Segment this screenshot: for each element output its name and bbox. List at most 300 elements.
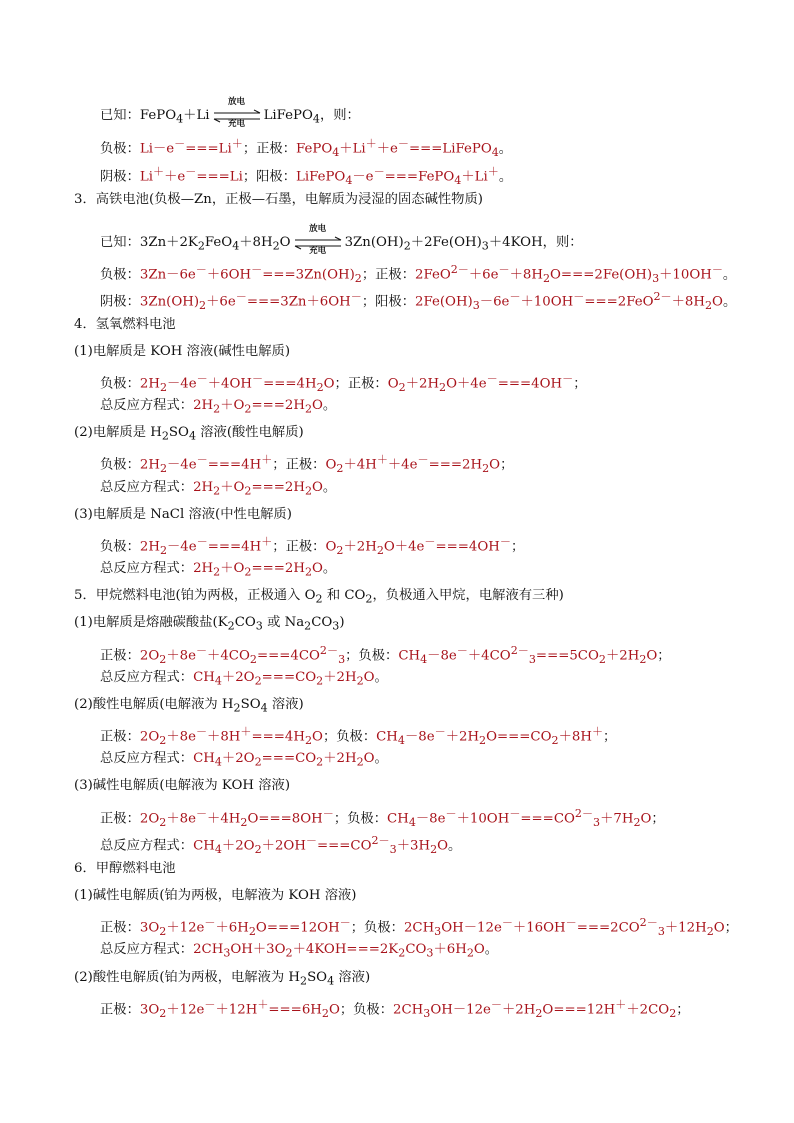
text-run: －6e xyxy=(479,294,510,310)
line-5-1-electrodes xyxy=(100,642,671,669)
text-run: O xyxy=(640,811,652,827)
text-run: 负极： xyxy=(100,539,140,555)
superscript: ＋ xyxy=(152,165,165,178)
subscript: 4 xyxy=(345,174,353,188)
subscript: 2 xyxy=(376,544,384,558)
subscript: 2 xyxy=(542,272,551,286)
text-run: (1)碱性电解质(铂为两极，电解液为 KOH 溶液) xyxy=(74,888,357,903)
text-run: ＋6OH xyxy=(206,267,252,283)
subscript: 2 xyxy=(316,674,324,688)
superscript: 2－ xyxy=(510,644,529,657)
text-run: ＋2H xyxy=(343,539,377,555)
line-iron-battery-electrodes xyxy=(100,261,736,288)
line-4-1-electrodes xyxy=(100,370,586,397)
text-run: －8e xyxy=(415,811,446,827)
text-run: 溶液) xyxy=(267,697,304,712)
subscript: 2 xyxy=(197,239,205,253)
text-run: －8e xyxy=(427,648,457,664)
text-run: 。 xyxy=(322,480,337,495)
text-run: 放电 xyxy=(228,96,246,107)
text-run: 2CH xyxy=(403,920,435,936)
text-run: ===LiFePO xyxy=(409,141,492,157)
text-run: ＋12e xyxy=(166,920,205,936)
text-run: Li xyxy=(139,169,153,185)
subscript: 3 xyxy=(528,653,536,667)
text-run: SO xyxy=(240,697,261,712)
subscript: 3 xyxy=(652,272,660,286)
text-run: 3Zn(OH) xyxy=(344,235,404,250)
subscript: 3 xyxy=(426,946,434,960)
subscript: 2 xyxy=(598,653,606,667)
text-run: 3．高铁电池(负极—Zn，正极—石墨，电解质为浸湿的固态碱性物质) xyxy=(74,192,483,207)
superscript: － xyxy=(196,535,208,548)
line-6-2-electrodes xyxy=(100,996,690,1023)
superscript: － xyxy=(373,165,385,178)
line-6-1-electrodes xyxy=(100,914,738,941)
superscript: － xyxy=(195,263,207,276)
text-run: 2CH xyxy=(193,942,224,957)
subscript: 2 xyxy=(254,755,262,769)
text-run: 正极： xyxy=(100,811,140,827)
text-run: ===Li xyxy=(185,141,232,157)
text-run: 。 xyxy=(322,561,337,576)
text-run: ＋16OH xyxy=(512,920,566,936)
superscript: － xyxy=(185,165,197,178)
text-run: O xyxy=(387,376,399,392)
text-run: 3O xyxy=(139,920,160,936)
subscript: 3 xyxy=(472,299,480,313)
text-run: ；负极： xyxy=(333,811,388,827)
text-run: 正极： xyxy=(100,1002,140,1018)
text-run: O xyxy=(363,670,375,685)
subheading-5-2 xyxy=(74,696,304,718)
text-run: ＋2H xyxy=(445,729,480,745)
subscript: 2 xyxy=(159,381,168,395)
text-run: ； xyxy=(657,648,671,664)
text-run: 2O xyxy=(139,648,160,664)
superscript: － xyxy=(498,263,510,276)
text-run: ===CO xyxy=(261,670,317,685)
superscript: － xyxy=(509,807,521,820)
subscript: 2 xyxy=(304,619,312,633)
subscript: 2 xyxy=(227,619,235,633)
subscript: 4 xyxy=(420,653,428,667)
subscript: 2 xyxy=(159,462,168,476)
text-run: 总反应方程式： xyxy=(100,751,194,766)
text-run: LiFePO xyxy=(296,169,346,185)
line-lifepo4-electrodes xyxy=(100,135,512,162)
superscript: － xyxy=(235,290,247,303)
text-run: 和 CO xyxy=(322,588,366,603)
text-run: ；阳极： xyxy=(361,294,416,310)
text-run: ＋4KOH===2K xyxy=(292,942,399,957)
text-run: 溶液(酸性电解质) xyxy=(196,425,304,440)
subscript: 2 xyxy=(304,734,313,748)
text-run: FeO xyxy=(204,235,233,250)
text-run: 放电 xyxy=(309,223,327,234)
subscript: 4 xyxy=(260,701,268,715)
superscript: － xyxy=(195,725,208,738)
superscript: 2－ xyxy=(574,807,594,820)
text-run: (3)电解质是 NaCl 溶液(中性电解质) xyxy=(74,507,292,522)
subscript: 2 xyxy=(535,1007,543,1021)
line-5-3-electrodes xyxy=(100,805,665,832)
superscript: － xyxy=(350,290,362,303)
text-run: LiFePO xyxy=(263,108,313,123)
text-run: 已知：FePO xyxy=(100,108,177,123)
text-run: 6．甲醇燃料电池 xyxy=(74,861,176,876)
superscript: 2－ xyxy=(639,916,658,929)
text-run: ； xyxy=(603,729,617,745)
superscript: ＋ xyxy=(591,725,604,738)
text-run: ===CO xyxy=(317,838,372,854)
subscript: 2 xyxy=(199,299,207,313)
subscript: 2 xyxy=(300,974,308,988)
superscript: － xyxy=(195,644,208,657)
text-run: 5．甲烷燃料电池(铂为两极，正极通入 O xyxy=(74,588,316,603)
text-run: O xyxy=(363,751,375,766)
text-run: O xyxy=(328,1002,340,1018)
subscript: 3 xyxy=(481,239,489,253)
text-run: ＋8e xyxy=(166,811,196,827)
text-run: FePO xyxy=(296,141,333,157)
subscript: 2 xyxy=(669,1007,677,1021)
text-run: ＋10OH xyxy=(659,267,712,283)
superscript: ＋ xyxy=(615,998,627,1011)
text-run: O＋4e xyxy=(383,539,425,555)
subscript: 4 xyxy=(312,112,320,126)
text-run: (3)碱性电解质(电解液为 KOH 溶液) xyxy=(74,778,291,793)
heading-section-5 xyxy=(74,587,564,609)
text-run: ＋2O xyxy=(221,670,255,685)
subscript: 2 xyxy=(479,734,487,748)
text-run: CH xyxy=(398,648,421,664)
superscript: 2－ xyxy=(319,644,339,657)
text-run: ＋2H xyxy=(502,1002,536,1018)
text-run: ＋3H xyxy=(396,838,431,854)
text-run: ＋2Fe(OH) xyxy=(410,235,482,250)
line-5-3-overall xyxy=(100,832,461,859)
subscript: 2 xyxy=(248,925,256,939)
subheading-5-3 xyxy=(74,777,290,795)
text-run: O xyxy=(646,648,658,664)
text-run: O＋4e xyxy=(446,376,487,392)
text-run: ＋O xyxy=(220,561,245,576)
superscript: － xyxy=(204,916,216,929)
text-run: ＋8H xyxy=(509,267,543,283)
line-iron-battery-given xyxy=(100,223,583,256)
text-run: ) xyxy=(339,615,345,630)
text-run: 2Fe(OH) xyxy=(415,294,473,310)
text-run: 。 xyxy=(722,267,737,283)
text-run: 正极： xyxy=(100,920,140,936)
subscript: 4 xyxy=(332,146,340,160)
subheading-4-1 xyxy=(74,343,290,361)
superscript: － xyxy=(445,807,457,820)
text-run: CO xyxy=(234,615,256,630)
subscript: 2 xyxy=(403,239,411,253)
text-run: ＋8H xyxy=(239,235,273,250)
superscript: － xyxy=(565,916,577,929)
subscript: 2 xyxy=(316,381,324,395)
text-run: ===2FeO xyxy=(584,294,654,310)
text-run: ＋12H xyxy=(215,1002,258,1018)
text-run: ＋O xyxy=(220,480,245,495)
text-run: ＋8H xyxy=(558,729,592,745)
superscript: － xyxy=(196,453,208,466)
superscript: ＋ xyxy=(240,725,252,738)
text-run: ＋6H xyxy=(215,920,249,936)
text-run: ===4OH xyxy=(497,376,563,392)
subscript: 4 xyxy=(327,974,335,988)
line-4-3-overall xyxy=(100,560,336,582)
text-run: OH＋3O xyxy=(230,942,286,957)
superscript: － xyxy=(499,535,511,548)
text-run: ＋4H xyxy=(343,457,377,473)
superscript: － xyxy=(251,263,263,276)
line-5-2-electrodes xyxy=(100,723,616,750)
text-run: ＋7H xyxy=(600,811,634,827)
line-5-2-overall xyxy=(100,750,388,772)
text-run: ，负极通入甲烷，电解液有三种) xyxy=(372,588,564,603)
text-run: ＋4CO xyxy=(207,648,250,664)
subscript: 2 xyxy=(316,755,324,769)
text-run: 阴极： xyxy=(100,294,140,310)
text-run: ＋4e xyxy=(387,457,418,473)
subscript: 4 xyxy=(188,429,196,443)
text-run: CH xyxy=(387,811,409,827)
text-run: ===CO xyxy=(520,811,575,827)
superscript: － xyxy=(195,807,208,820)
subscript: 3 xyxy=(255,619,263,633)
text-run: ；负极： xyxy=(345,648,399,664)
subscript: 2 xyxy=(213,402,221,416)
text-run: 。 xyxy=(722,294,737,310)
text-run: 3O xyxy=(139,1002,160,1018)
subscript: 2 xyxy=(315,592,323,606)
subscript: 2 xyxy=(244,484,252,498)
text-run: 充电 xyxy=(309,245,327,256)
text-run: ＋2H xyxy=(605,648,640,664)
subscript: 2 xyxy=(321,1007,329,1021)
text-run: 3Zn(OH) xyxy=(139,294,200,310)
text-run: CH xyxy=(193,838,215,854)
superscript: － xyxy=(305,834,317,847)
text-run: 总反应方程式： xyxy=(100,942,194,957)
text-run: 负极： xyxy=(100,141,140,157)
subheading-6-1 xyxy=(74,887,357,905)
text-run: ； xyxy=(510,539,525,555)
text-run: 负极： xyxy=(100,267,140,283)
text-run: O xyxy=(489,457,501,473)
text-run: O===12H xyxy=(542,1002,616,1018)
superscript: － xyxy=(486,372,498,385)
text-run: 负极： xyxy=(100,457,140,473)
subscript: 4 xyxy=(214,843,222,857)
text-run: 总反应方程式： xyxy=(100,480,194,495)
heading-section-3 xyxy=(74,191,483,209)
subscript: 3 xyxy=(434,925,442,939)
text-run: O xyxy=(473,942,485,957)
text-run: 2H xyxy=(139,457,160,473)
text-run: 。 xyxy=(374,670,388,685)
text-run: ===4H xyxy=(207,539,262,555)
text-run: (2)电解质是 H xyxy=(74,425,162,440)
subscript: 2 xyxy=(159,816,167,830)
text-run: 正极： xyxy=(100,648,140,664)
superscript: － xyxy=(322,807,334,820)
superscript: － xyxy=(204,998,216,1011)
text-run: 3Zn－6e xyxy=(139,267,196,283)
subscript: 2 xyxy=(213,484,221,498)
subscript: 3 xyxy=(338,653,346,667)
text-run: －8e xyxy=(404,729,435,745)
text-run: O xyxy=(325,457,337,473)
line-4-3-electrodes xyxy=(100,533,524,560)
text-run: ===2H xyxy=(251,398,305,413)
subscript: 2 xyxy=(398,946,406,960)
text-run: －4e xyxy=(167,457,197,473)
text-run: ===2CO xyxy=(576,920,640,936)
text-run: O xyxy=(312,398,323,413)
text-run: ＋2H xyxy=(405,376,440,392)
text-run: ===CO xyxy=(261,751,317,766)
text-run: ===4CO xyxy=(256,648,320,664)
text-run: ===4H xyxy=(263,376,317,392)
superscript: － xyxy=(501,916,513,929)
text-run: 总反应方程式： xyxy=(100,670,194,685)
text-run: ＋6e xyxy=(468,267,499,283)
text-run: 2O xyxy=(139,729,160,745)
reversible-arrow-icon xyxy=(212,96,262,129)
text-run: 。 xyxy=(498,141,513,157)
subscript: 2 xyxy=(398,381,406,395)
line-lifepo4-given xyxy=(100,96,360,129)
subscript: 2 xyxy=(633,816,641,830)
text-run: ＋Li xyxy=(461,169,488,185)
text-run: ＋4KOH，则： xyxy=(488,235,583,250)
subscript: 2 xyxy=(240,816,248,830)
text-run: O xyxy=(312,480,323,495)
text-run: OH－12e xyxy=(441,920,502,936)
text-run: ；负极： xyxy=(339,1002,394,1018)
line-iron-battery-charge xyxy=(100,288,736,315)
subscript: 2 xyxy=(304,484,313,498)
subscript: 4 xyxy=(176,112,184,126)
subscript: 2 xyxy=(551,734,559,748)
subscript: 2 xyxy=(304,402,313,416)
text-run: ＋10OH xyxy=(456,811,510,827)
subscript: 2 xyxy=(159,734,167,748)
text-run: 。 xyxy=(484,942,499,957)
text-run: ；正极： xyxy=(272,457,326,473)
subscript: 4 xyxy=(491,146,499,160)
heading-section-6 xyxy=(74,860,176,878)
text-run: ；阳极： xyxy=(242,169,297,185)
text-run: ＋e xyxy=(376,141,398,157)
text-run: ；正极： xyxy=(334,376,388,392)
text-run: ＋6H xyxy=(433,942,467,957)
text-run: O xyxy=(312,729,323,745)
text-run: ===4H xyxy=(251,729,305,745)
superscript: ＋ xyxy=(376,453,388,466)
superscript: － xyxy=(711,263,723,276)
text-run: ===Li xyxy=(196,169,243,185)
line-6-1-overall xyxy=(100,941,498,963)
text-run: (1)电解质是 KOH 溶液(碱性电解质) xyxy=(74,344,291,359)
text-run: 已知：3Zn＋2K xyxy=(100,235,198,250)
superscript: ＋ xyxy=(261,453,273,466)
text-run: CH xyxy=(193,670,215,685)
subscript: 4 xyxy=(397,734,405,748)
text-run: CH xyxy=(376,729,398,745)
subheading-5-1 xyxy=(74,614,345,636)
text-run: ；正极： xyxy=(361,267,416,283)
text-run: 阴极： xyxy=(100,169,140,185)
subscript: 2 xyxy=(356,755,364,769)
subheading-6-2 xyxy=(74,969,370,991)
text-run: O===12OH xyxy=(255,920,340,936)
text-run: ＋2OH xyxy=(261,838,306,854)
text-run: ＋2O xyxy=(221,838,255,854)
superscript: － xyxy=(456,644,468,657)
text-run: O xyxy=(325,539,337,555)
subscript: 2 xyxy=(706,925,714,939)
subscript: 4 xyxy=(454,174,462,188)
subscript: 2 xyxy=(159,1007,167,1021)
text-run: ；正极： xyxy=(272,539,326,555)
subscript: 2 xyxy=(466,946,474,960)
text-run: ===2H xyxy=(251,480,305,495)
subscript: 3 xyxy=(223,946,231,960)
superscript: － xyxy=(434,725,446,738)
text-run: ＋Li xyxy=(339,141,366,157)
text-run: ＋12H xyxy=(664,920,707,936)
superscript: － xyxy=(252,372,264,385)
subscript: 2 xyxy=(244,402,252,416)
subscript: 2 xyxy=(336,462,344,476)
text-run: 2H xyxy=(193,398,214,413)
line-4-1-overall xyxy=(100,397,336,419)
text-run: ；负极： xyxy=(350,920,404,936)
text-run: 2H xyxy=(139,376,160,392)
text-run: (1)电解质是熔融碳酸盐(K xyxy=(74,615,228,630)
text-run: O===2Fe(OH) xyxy=(550,267,653,283)
text-run: ===6H xyxy=(268,1002,322,1018)
text-run: ＋e xyxy=(164,169,186,185)
text-run: (2)酸性电解质(铂为两极，电解液为 H xyxy=(74,970,301,985)
text-run: ＋2O xyxy=(221,751,255,766)
text-run: 2H xyxy=(193,480,214,495)
text-run: 2H xyxy=(193,561,214,576)
text-run: Li－e xyxy=(139,141,175,157)
subscript: 2 xyxy=(304,565,313,579)
superscript: － xyxy=(397,137,409,150)
superscript: － xyxy=(417,453,429,466)
subscript: 4 xyxy=(214,755,222,769)
text-run: ＋6e xyxy=(206,294,236,310)
text-run: CO xyxy=(311,615,333,630)
superscript: ＋ xyxy=(231,137,243,150)
text-run: 2O xyxy=(139,811,160,827)
superscript: － xyxy=(424,535,436,548)
subscript: 2 xyxy=(336,544,344,558)
subscript: 2 xyxy=(354,272,362,286)
superscript: － xyxy=(490,998,502,1011)
text-run: O xyxy=(312,561,323,576)
text-run: O===CO xyxy=(486,729,552,745)
superscript: － xyxy=(196,372,208,385)
